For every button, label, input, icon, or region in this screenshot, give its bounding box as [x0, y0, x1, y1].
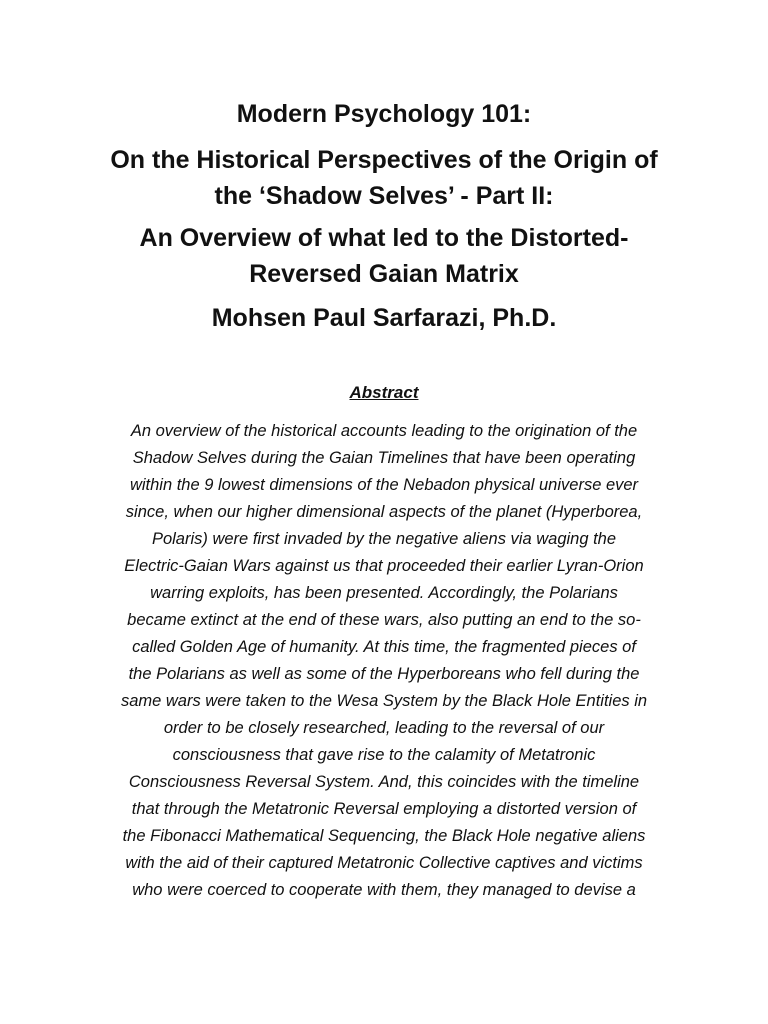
author-name: Mohsen Paul Sarfarazi, Ph.D.	[211, 304, 557, 332]
subtitle-line-1: An Overview of what led to the Distorted-	[139, 224, 629, 252]
abstract-line: with the aid of their captured Metatronic Collective captives and victims	[125, 854, 643, 872]
abstract-line: called Golden Age of humanity. At this time, the fragmented pieces of	[132, 638, 636, 656]
abstract-line: since, when our higher dimensional aspects of the planet (Hyperborea,	[125, 503, 643, 521]
title-block	[70, 96, 698, 336]
abstract-line: An overview of the historical accounts leading to the origination of the	[130, 422, 638, 440]
abstract-body	[88, 418, 680, 904]
article-title-line-2: the ‘Shadow Selves’ - Part II:	[214, 182, 554, 210]
abstract-line: same wars were taken to the Wesa System by the Black Hole Entities in	[120, 692, 648, 710]
abstract-heading: Abstract	[349, 383, 419, 402]
abstract-line: order to be closely researched, leading to the reversal of our	[163, 719, 605, 737]
abstract-line: Electric-Gaian Wars against us that proceeded their earlier Lyran-Orion	[124, 557, 644, 575]
abstract-line: who were coerced to cooperate with them, they managed to devise a	[132, 881, 636, 899]
abstract-line: warring exploits, has been presented. Accordingly, the Polarians	[150, 584, 618, 602]
course-title: Modern Psychology 101:	[236, 100, 532, 128]
abstract-line: Polaris) were first invaded by the negative aliens via waging the	[151, 530, 617, 548]
abstract-line: the Polarians as well as some of the Hyperboreans who fell during the	[128, 665, 640, 683]
abstract-line: Consciousness Reversal System. And, this coincides with the timeline	[128, 773, 640, 791]
abstract-line: the Fibonacci Mathematical Sequencing, the Black Hole negative aliens	[122, 827, 646, 845]
abstract-line: became extinct at the end of these wars, also putting an end to the so-	[127, 611, 641, 629]
subtitle-line-2: Reversed Gaian Matrix	[249, 260, 519, 288]
abstract-line: that through the Metatronic Reversal employing a distorted version of	[131, 800, 637, 818]
article-title-line-1: On the Historical Perspectives of the Origin of	[110, 146, 658, 174]
abstract-line: Shadow Selves during the Gaian Timelines that have been operating	[132, 449, 636, 467]
abstract-line: consciousness that gave rise to the calamity of Metatronic	[172, 746, 596, 764]
abstract-line: within the 9 lowest dimensions of the Nebadon physical universe ever	[129, 476, 639, 494]
